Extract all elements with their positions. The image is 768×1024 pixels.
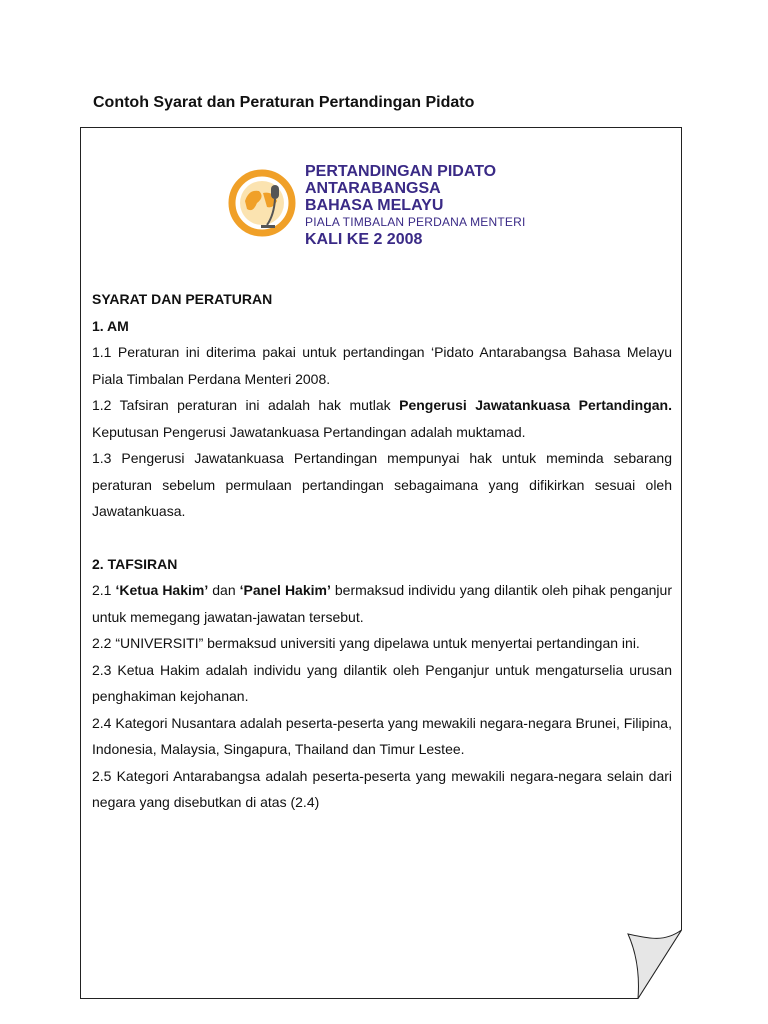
panel-hakim-term: ‘Panel Hakim’: [239, 582, 331, 598]
paragraph-2-5: 2.5 Kategori Antarabangsa adalah peserta-peserta yang mewakili negara-negara selain dari negara yang disebutkan di atas (2.4): [92, 767, 672, 810]
paragraph-2-1-rest: bermaksud individu yang dilantik oleh pihak penganjur untuk memegang jawatan-jawatan tersebut.: [92, 582, 672, 625]
section-2-title: 2. TAFSIRAN: [92, 555, 178, 572]
paragraph-2-3: 2.3 Ketua Hakim adalah individu yang dilantik oleh Penganjur untuk mengaturselia urusan penghakiman kejohanan.: [92, 661, 672, 704]
section-1-title: 1. AM: [92, 317, 129, 334]
paragraph-1-3: 1.3 Pengerusi Jawatankuasa Pertandingan mempunyai hak untuk meminda sebarang peraturan sebelum permulaan pertandingan sebagaimana yang difikirkan sesuai oleh Jawatankuasa.: [92, 450, 672, 519]
banner-line-4: PIALA TIMBALAN PERDANA MENTERI: [305, 215, 526, 229]
banner-line-2: ANTARABANGSA: [305, 180, 441, 197]
rules-content: [92, 286, 672, 816]
paragraph-2-1-num: 2.1: [92, 582, 116, 598]
paragraph-1-2-text: 1.2 Tafsiran peraturan ini adalah hak mutlak: [92, 397, 400, 413]
competition-banner: [100, 158, 660, 254]
page-title: Contoh Syarat dan Peraturan Pertandingan Pidato: [93, 94, 475, 111]
banner-line-5: KALI KE 2 2008: [305, 231, 423, 248]
paragraph-2-2: 2.2 “UNIVERSITI” bermaksud universiti yang dipelawa untuk menyertai pertandingan ini.: [92, 635, 640, 651]
paragraph-2-1-and: dan: [208, 582, 240, 598]
main-heading: SYARAT DAN PERATURAN: [92, 291, 273, 307]
paragraph-1-1: 1.1 Peraturan ini diterima pakai untuk pertandingan ‘Pidato Antarabangsa Bahasa Melayu Piala Timbalan Perdana Menteri 2008.: [92, 344, 672, 387]
paragraph-2-1: [92, 577, 672, 630]
banner-line-1: PERTANDINGAN PIDATO: [305, 163, 497, 180]
paragraph-1-2-rest: Keputusan Pengerusi Jawatankuasa Pertandingan adalah muktamad.: [92, 423, 526, 440]
competition-logo-icon: [227, 163, 297, 243]
paragraph-1-2: [92, 392, 672, 445]
ketua-hakim-term: ‘Ketua Hakim’: [115, 582, 209, 598]
paragraph-2-4: 2.4 Kategori Nusantara adalah peserta-peserta yang mewakili negara-negara Brunei, Filipina, Indonesia, Malaysia, Singapura, Thailand dan Timur Lestee.: [92, 714, 672, 757]
banner-line-3: BAHASA MELAYU: [305, 197, 444, 214]
paragraph-1-2-bold: Pengerusi Jawatankuasa Pertandingan.: [399, 397, 672, 413]
